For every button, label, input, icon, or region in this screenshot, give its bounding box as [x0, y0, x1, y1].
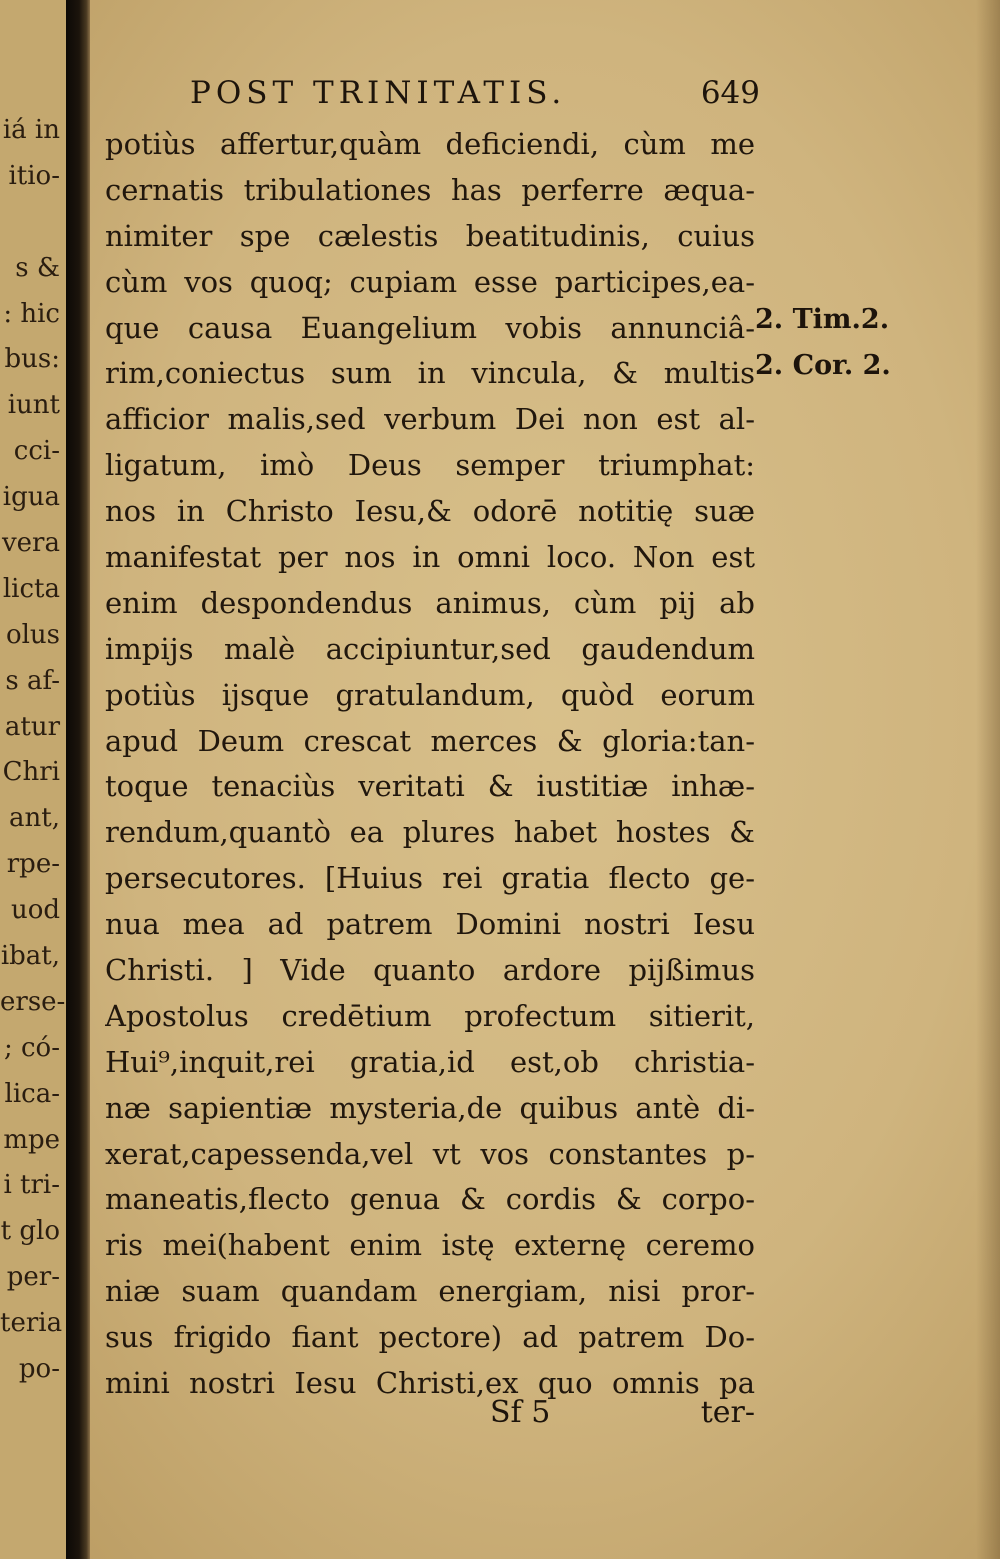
previous-page-line: bus:: [4, 344, 60, 375]
text-line: toque tenaciùs veritati & iustitiæ inhæ-: [105, 769, 755, 804]
margin-reference: 2. Tim.2.: [755, 304, 890, 335]
text-line: nos in Christo Iesu,& odorē notitię suæ: [105, 494, 755, 529]
previous-page-line: igua: [2, 482, 60, 513]
text-line: Christi. ] Vide quanto ardore pijßimus: [105, 953, 755, 988]
page-footer: [490, 1395, 755, 1441]
previous-page-line: ; có-: [3, 1032, 60, 1063]
text-line: mini nostri Iesu Christi,ex quo omnis pa: [105, 1366, 755, 1401]
page-header: [190, 75, 770, 119]
text-line: niæ suam quandam energiam, nisi pror-: [105, 1274, 755, 1309]
page-number: 649: [700, 75, 760, 111]
text-line: cernatis tribulationes has perferre æqua-: [105, 172, 755, 207]
previous-page-line: iunt: [7, 390, 60, 421]
previous-page-line: t glo: [0, 1216, 60, 1247]
book-gutter: [66, 0, 90, 1559]
text-line: xerat,capessenda,vel vt vos constantes p-: [105, 1136, 755, 1171]
previous-page-line: i tri-: [3, 1170, 60, 1201]
signature-mark: Sf 5: [490, 1395, 551, 1430]
text-line: sus frigido fiant pectore) ad patrem Do-: [105, 1320, 755, 1355]
text-line: afficior malis,sed verbum Dei non est al-: [105, 402, 755, 437]
text-line: rendum,quantò ea plures habet hostes &: [105, 815, 755, 850]
previous-page-line: itio-: [8, 160, 60, 191]
text-line: Apostolus credētium profectum sitierit,: [105, 998, 755, 1033]
previous-page-line: cci-: [13, 436, 60, 467]
previous-page-line: erse-: [0, 986, 66, 1017]
text-line: ris mei(habent enim istę externę ceremo: [105, 1228, 755, 1263]
previous-page-edge: [0, 0, 70, 1559]
page-edge-shadow: [976, 0, 1000, 1559]
previous-page-line: atur: [4, 711, 60, 742]
previous-page-line: s af-: [5, 665, 60, 696]
text-line: nimiter spe cælestis beatitudinis, cuius: [105, 218, 755, 253]
text-line: manifestat per nos in omni loco. Non est: [105, 540, 755, 575]
previous-page-line: licta: [2, 573, 60, 604]
previous-page-line: per-: [6, 1262, 60, 1293]
previous-page-line: olus: [5, 619, 60, 650]
previous-page-line: uod: [10, 895, 60, 926]
text-line: potiùs affertur,quàm deficiendi, cùm me: [105, 127, 755, 161]
text-line: potiùs ijsque gratulandum, quòd eorum: [105, 677, 755, 712]
text-line: ligatum, imò Deus semper triumphat:: [105, 448, 755, 483]
text-line: persecutores. [Huius rei gratia flecto ge-: [105, 861, 755, 896]
previous-page-line: teria: [0, 1308, 63, 1339]
previous-page-line: ant,: [9, 803, 60, 834]
catchword: ter-: [700, 1395, 755, 1430]
previous-page-line: lica-: [4, 1078, 60, 1109]
text-line: impijs malè accipiuntur,sed gaudendum: [105, 631, 755, 666]
previous-page-column: [0, 108, 66, 1393]
previous-page-line: vera: [1, 528, 60, 559]
previous-page-line: mpe: [3, 1124, 60, 1155]
margin-references: [755, 297, 905, 389]
text-line: nua mea ad patrem Domini nostri Iesu: [105, 907, 755, 942]
previous-page-line: rpe-: [6, 849, 60, 880]
previous-page-line: ibat,: [0, 941, 60, 972]
previous-page-line: iá in: [2, 115, 60, 145]
text-line: rim,coniectus sum in vincula, & multis: [105, 356, 755, 391]
text-line: cùm vos quoq; cupiam esse participes,ea-: [105, 264, 755, 299]
text-line: maneatis,flecto genua & cordis & corpo-: [105, 1182, 755, 1217]
text-line: enim despondendus animus, cùm pij ab: [105, 585, 755, 620]
previous-page-line: po-: [18, 1354, 60, 1385]
previous-page-line: Chri: [2, 757, 60, 788]
previous-page-line: s &: [15, 252, 60, 283]
text-line: næ sapientiæ mysteria,de quibus antè di-: [105, 1090, 755, 1125]
previous-page-line: [0, 200, 66, 246]
running-head: POST TRINITATIS.: [190, 75, 567, 111]
body-text: [105, 122, 755, 1407]
margin-reference: 2. Cor. 2.: [755, 349, 891, 381]
previous-page-line: : hic: [3, 298, 60, 329]
text-line: apud Deum crescat merces & gloria:tan-: [105, 723, 755, 758]
text-line: que causa Euangelium vobis annunciâ-: [105, 310, 755, 345]
text-line: Hui⁹,inquit,rei gratia,id est,ob christia-: [105, 1044, 755, 1079]
